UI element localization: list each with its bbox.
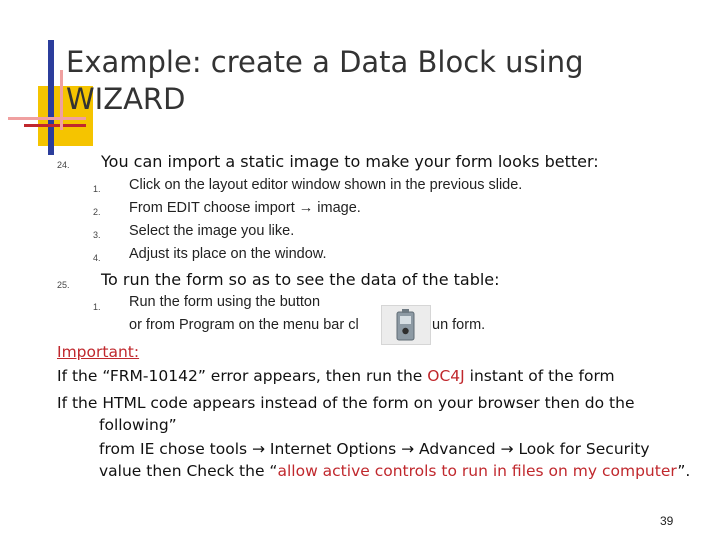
oc4j-highlight: OC4J bbox=[427, 367, 465, 385]
blue-vertical-bar bbox=[48, 40, 54, 155]
sub-number: 1. bbox=[93, 184, 101, 194]
important-line-4: from IE chose tools → Internet Options → Advanced → Look for Security bbox=[99, 440, 650, 458]
text-segment: ”. bbox=[677, 462, 691, 480]
slide-title: Example: create a Data Block using WIZARD bbox=[66, 45, 584, 116]
red-horizontal-line bbox=[24, 124, 86, 127]
bullet-text: You can import a static image to make your form looks better: bbox=[101, 152, 599, 171]
important-line-2: If the HTML code appears instead of the form on your browser then do the bbox=[57, 394, 635, 412]
sub-item-continuation-end: un form. bbox=[432, 317, 486, 333]
page-number: 39 bbox=[660, 514, 674, 528]
important-line-5 bbox=[99, 462, 690, 480]
sub-item-text: Adjust its place on the window. bbox=[129, 246, 327, 262]
sub-number: 3. bbox=[93, 230, 101, 240]
text-segment: value then Check the “ bbox=[99, 462, 278, 480]
item-number: 25. bbox=[57, 280, 70, 290]
text-segment: instant of the form bbox=[464, 367, 615, 385]
sub-number: 4. bbox=[93, 253, 101, 263]
sub-item-text: Click on the layout editor window shown in the previous slide. bbox=[129, 177, 523, 193]
sub-item-text: Run the form using the button bbox=[129, 294, 321, 310]
sub-item-text: Select the image you like. bbox=[129, 223, 295, 239]
important-line-3: following” bbox=[99, 416, 177, 434]
run-button-icon bbox=[382, 306, 430, 344]
sub-number: 2. bbox=[93, 207, 101, 217]
sub-item-text: From EDIT choose import → image. bbox=[129, 200, 361, 216]
text-segment: If the “FRM-10142” error appears, then run the bbox=[57, 367, 428, 385]
item-number: 24. bbox=[57, 160, 70, 170]
sub-number: 1. bbox=[93, 302, 101, 312]
run-button-image bbox=[381, 305, 431, 345]
pink-vertical-line bbox=[60, 70, 63, 130]
security-setting-highlight: allow active controls to run in files on my computer bbox=[277, 462, 678, 480]
bullet-text: To run the form so as to see the data of the table: bbox=[101, 270, 500, 289]
important-heading: Important: bbox=[57, 343, 140, 361]
sub-item-continuation: or from Program on the menu bar cl bbox=[129, 317, 359, 333]
important-line-1 bbox=[57, 367, 615, 385]
